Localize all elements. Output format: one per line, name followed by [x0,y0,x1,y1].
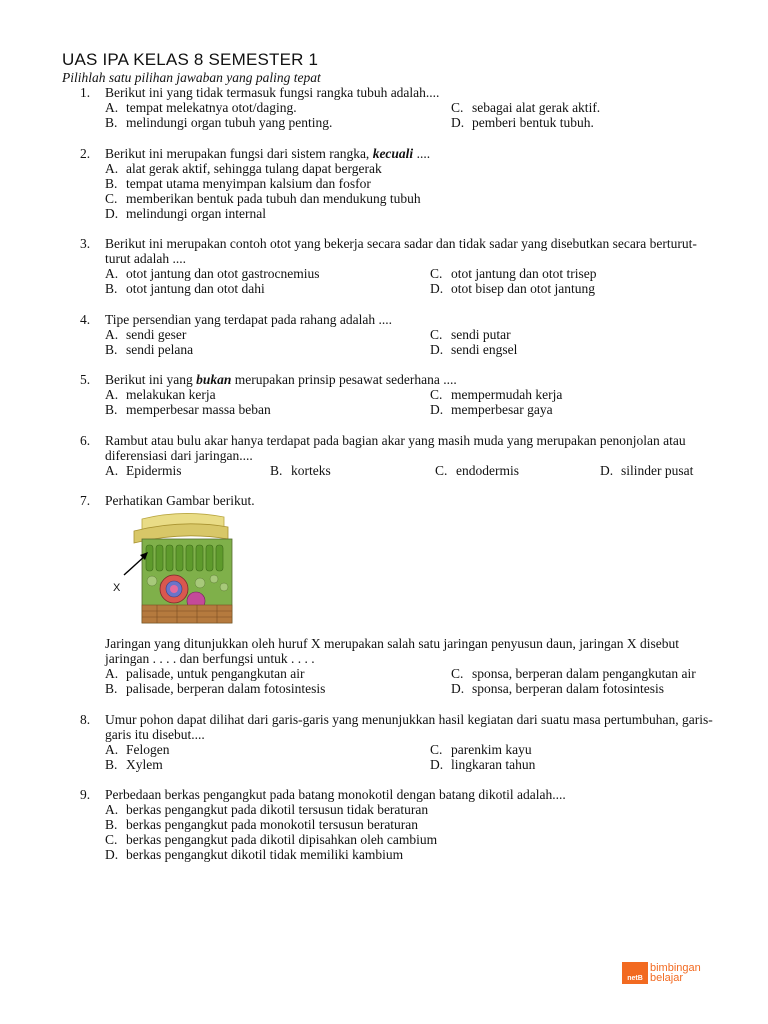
figure-label-x: X [113,582,121,594]
option-d[interactable]: D. melindungi organ internal [105,206,266,221]
option-b[interactable]: B. otot jantung dan otot dahi [105,281,265,296]
option-d[interactable]: D. berkas pengangkut dikotil tidak memiliki kambium [105,847,404,862]
option-a[interactable]: A. Epidermis [105,463,182,478]
question-text: Berikut ini merupakan fungsi dari sistem rangka, kecuali .... [105,146,431,161]
option-b[interactable]: B. tempat utama menyimpan kalsium dan fosfor [105,176,371,191]
option-c[interactable]: C. otot jantung dan otot trisep [430,266,597,281]
option-c[interactable]: C. sponsa, berperan dalam pengangkutan air [451,666,696,681]
option-b[interactable]: B. korteks [270,463,331,478]
option-d[interactable]: D. memperbesar gaya [430,402,553,417]
option-c[interactable]: C. parenkim kayu [430,742,532,757]
option-c[interactable]: C. sendi putar [430,327,511,342]
question-8 [80,712,720,772]
page-title: UAS IPA KELAS 8 SEMESTER 1 [62,50,319,69]
logo-line-2: belajar [650,972,684,984]
option-a[interactable]: A. otot jantung dan otot gastrocnemius [105,266,320,281]
option-a[interactable]: A. sendi geser [105,327,187,342]
question-text: Berikut ini yang tidak termasuk fungsi rangka tubuh adalah.... [105,85,440,100]
question-2 [80,146,720,221]
question-number: 8. [80,712,91,727]
question-number: 9. [80,787,91,802]
option-d[interactable]: D. sendi engsel [430,342,518,357]
question-3 [80,236,720,296]
question-number: 5. [80,372,91,387]
option-d[interactable]: D. sponsa, berperan dalam fotosintesis [451,681,664,696]
option-a[interactable]: A. Felogen [105,742,170,757]
leaf-cross-section-figure [112,505,262,630]
option-d[interactable]: D. lingkaran tahun [430,757,536,772]
option-a[interactable]: A. berkas pengangkut pada dikotil tersusun tidak beraturan [105,802,429,817]
option-b[interactable]: B. Xylem [105,757,163,772]
option-a[interactable]: A. melakukan kerja [105,387,216,402]
question-4 [80,312,720,357]
option-c[interactable]: C. berkas pengangkut pada dikotil dipisahkan oleh cambium [105,832,438,847]
question-text: Tipe persendian yang terdapat pada rahang adalah .... [105,312,393,327]
option-a[interactable]: A. tempat melekatnya otot/daging. [105,100,297,115]
option-a[interactable]: A. palisade, untuk pengangkutan air [105,666,305,681]
option-d[interactable]: D. pemberi bentuk tubuh. [451,115,594,130]
logo-badge: netB [622,962,648,984]
question-1 [80,85,720,130]
question-5 [80,372,720,417]
question-text: Umur pohon dapat dilihat dari garis-garis yang menunjukkan hasil kegiatan dari suatu masa pertumbuhan, garis-garis itu disebut.... [105,712,713,742]
option-c[interactable]: C. sebagai alat gerak aktif. [451,100,601,115]
option-b[interactable]: B. sendi pelana [105,342,194,357]
question-number: 3. [80,236,91,251]
question-number: 2. [80,146,91,161]
option-c[interactable]: C. endodermis [435,463,519,478]
question-text: Jaringan yang ditunjukkan oleh huruf X merupakan salah satu jaringan penyusun daun, jaringan X disebut jaringan . . . . dan berfungsi untuk . . . . [105,636,679,666]
question-text: Berikut ini yang bukan merupakan prinsip pesawat sederhana .... [105,372,457,387]
question-number: 6. [80,433,91,448]
question-9 [80,787,720,862]
question-number: 1. [80,85,91,100]
option-b[interactable]: B. palisade, berperan dalam fotosintesis [105,681,326,696]
option-a[interactable]: A. alat gerak aktif, sehingga tulang dapat bergerak [105,161,382,176]
question-text: Berikut ini merupakan contoh otot yang bekerja secara sadar dan tidak sadar yang disebutkan secara berturut-turut adalah .... [105,236,697,266]
question-text: Rambut atau bulu akar hanya terdapat pada bagian akar yang masih muda yang merupakan penonjolan atau diferensiasi dari jaringan.... [105,433,686,463]
bimbingan-belajar-logo [622,962,701,984]
option-d[interactable]: D. otot bisep dan otot jantung [430,281,595,296]
option-b[interactable]: B. memperbesar massa beban [105,402,271,417]
option-b[interactable]: B. melindungi organ tubuh yang penting. [105,115,333,130]
option-b[interactable]: B. berkas pengangkut pada monokotil tersusun beraturan [105,817,419,832]
logo-line-1: bimbingan [650,962,701,974]
option-c[interactable]: C. memberikan bentuk pada tubuh dan mendukung tubuh [105,191,421,206]
question-text: Perbedaan berkas pengangkut pada batang monokotil dengan batang dikotil adalah.... [105,787,566,802]
question-6 [80,433,720,478]
question-number: 7. [80,493,91,508]
question-7-continued [80,636,720,696]
option-d[interactable]: D. silinder pusat [600,463,694,478]
question-number: 4. [80,312,91,327]
question-text: Perhatikan Gambar berikut. [105,493,255,508]
instruction-text: Pilihlah satu pilihan jawaban yang paling tepat [62,70,321,85]
option-c[interactable]: C. mempermudah kerja [430,387,563,402]
